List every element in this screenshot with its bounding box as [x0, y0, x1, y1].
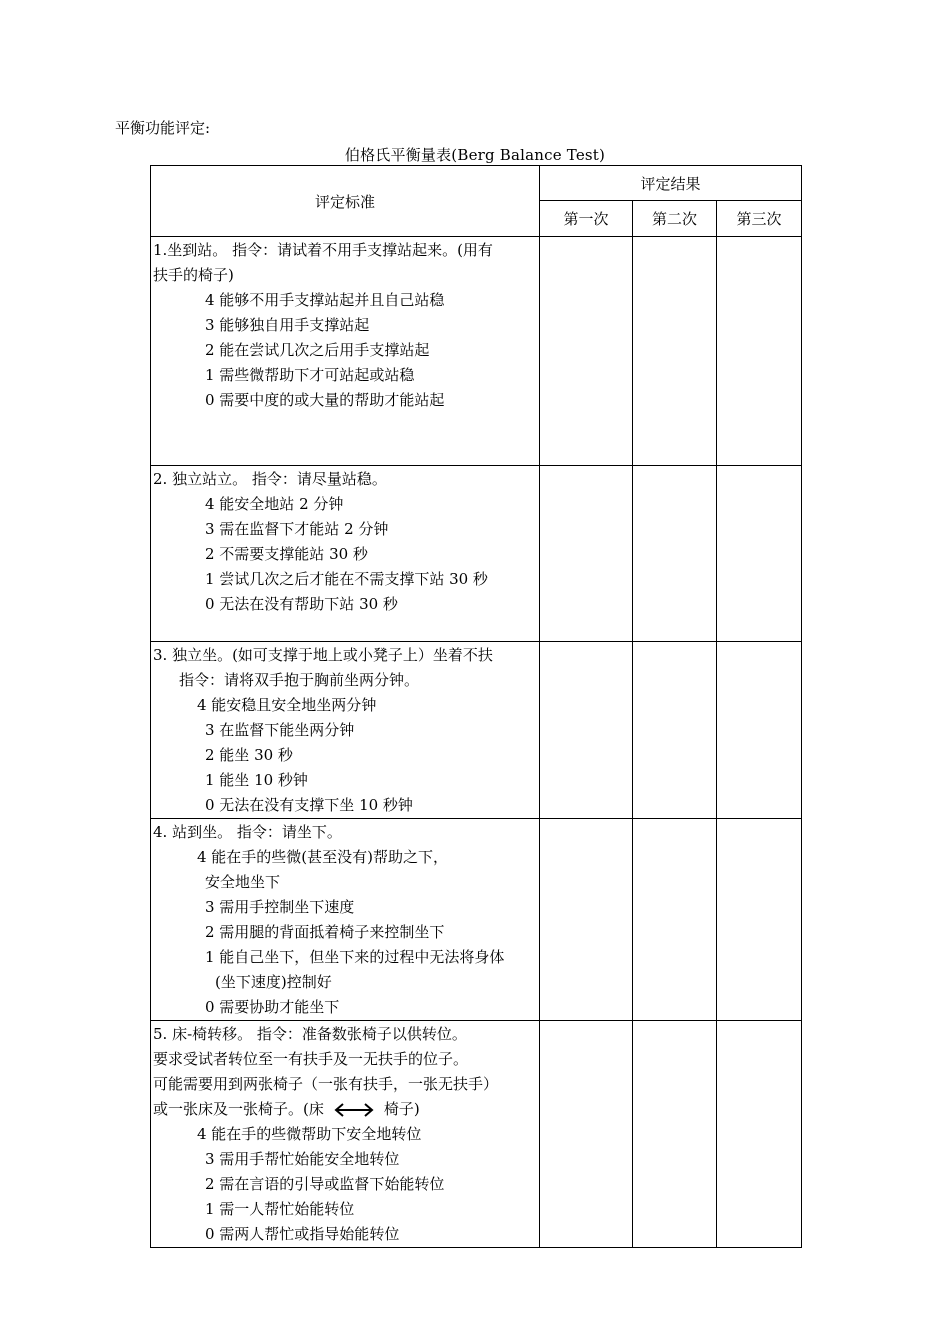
- table-title: 伯格氏平衡量表(Berg Balance Test): [344, 146, 606, 164]
- score-line: 3 需用手控制坐下速度: [205, 898, 355, 916]
- score-line: 1 能自己坐下，但坐下来的过程中无法将身体: [205, 948, 505, 966]
- score-line: 0 需要中度的或大量的帮助才能站起: [205, 391, 445, 409]
- score-line: 0 无法在没有支撑下坐 10 秒钟: [205, 796, 413, 814]
- item-5-trial-3-cell[interactable]: [717, 1021, 802, 1248]
- table-row: [151, 642, 802, 819]
- score-line: 2 不需要支撑能站 30 秒: [205, 545, 368, 563]
- item-3-criteria: [151, 642, 540, 819]
- item-3-trial-2-cell[interactable]: [633, 642, 717, 819]
- item-4-trial-1-cell[interactable]: [540, 819, 633, 1021]
- score-line: 0 无法在没有帮助下站 30 秒: [205, 595, 398, 613]
- score-line: 3 需在监督下才能站 2 分钟: [205, 520, 389, 538]
- item-line: 4. 站到坐。 指令：请坐下。: [153, 823, 342, 841]
- score-line: 4 能够不用手支撑站起并且自己站稳: [205, 291, 445, 309]
- score-line: 2 需在言语的引导或监督下始能转位: [205, 1175, 445, 1193]
- item-5-criteria: [151, 1021, 540, 1248]
- item-line: 指令：请将双手抱于胸前坐两分钟。: [179, 671, 420, 689]
- item-line: 5. 床-椅转移。 指令：准备数张椅子以供转位。: [153, 1025, 467, 1043]
- score-line: 2 需用腿的背面抵着椅子来控制坐下: [205, 923, 445, 941]
- item-3-trial-1-cell[interactable]: [540, 642, 633, 819]
- score-line: 4 能安稳且安全地坐两分钟: [197, 696, 377, 714]
- item-line: 3. 独立坐。(如可支撑于地上或小凳子上）坐着不扶: [153, 646, 493, 664]
- score-line: 0 需两人帮忙或指导始能转位: [205, 1225, 400, 1243]
- score-line: 0 需要协助才能坐下: [205, 998, 340, 1016]
- score-line: (坐下速度)控制好: [215, 973, 332, 991]
- table-row: [151, 466, 802, 642]
- trial-3-header: 第三次: [717, 201, 802, 237]
- item-line: 扶手的椅子): [153, 266, 234, 284]
- score-line: 1 能坐 10 秒钟: [205, 771, 308, 789]
- criteria-header: 评定标准: [151, 166, 540, 237]
- trial-1-header: 第一次: [540, 201, 633, 237]
- score-line: 1 需些微帮助下才可站起或站稳: [205, 366, 415, 384]
- item-line: 可能需要用到两张椅子（一张有扶手，一张无扶手）: [153, 1075, 499, 1093]
- item-2-trial-3-cell[interactable]: [717, 466, 802, 642]
- score-line: 4 能在手的些微帮助下安全地转位: [197, 1125, 422, 1143]
- item-5-trial-2-cell[interactable]: [633, 1021, 717, 1248]
- bed-text: 或一张床及一张椅子。(床: [153, 1100, 324, 1118]
- table-row: [151, 237, 802, 466]
- item-line: [153, 1097, 539, 1122]
- table-row: [151, 819, 802, 1021]
- item-1-trial-2-cell[interactable]: [633, 237, 717, 466]
- item-line: 2. 独立站立。 指令：请尽量站稳。: [153, 470, 387, 488]
- score-line: 4 能安全地站 2 分钟: [205, 495, 344, 513]
- item-2-trial-2-cell[interactable]: [633, 466, 717, 642]
- table-row: [151, 1021, 802, 1248]
- trial-2-header: 第二次: [633, 201, 717, 237]
- double-arrow-icon: [334, 1103, 374, 1117]
- item-1-criteria: [151, 237, 540, 466]
- item-2-trial-1-cell[interactable]: [540, 466, 633, 642]
- score-line: 4 能在手的些微(甚至没有)帮助之下，: [197, 848, 449, 866]
- score-line: 2 能在尝试几次之后用手支撑站起: [205, 341, 430, 359]
- item-5-trial-1-cell[interactable]: [540, 1021, 633, 1248]
- score-line: 1 尝试几次之后才能在不需支撑下站 30 秒: [205, 570, 488, 588]
- item-2-criteria: [151, 466, 540, 642]
- item-4-trial-2-cell[interactable]: [633, 819, 717, 1021]
- item-line: 要求受试者转位至一有扶手及一无扶手的位子。: [153, 1050, 469, 1068]
- score-line: 安全地坐下: [205, 873, 281, 891]
- item-3-trial-3-cell[interactable]: [717, 642, 802, 819]
- item-1-trial-1-cell[interactable]: [540, 237, 633, 466]
- berg-balance-table: [150, 165, 802, 1248]
- item-4-trial-3-cell[interactable]: [717, 819, 802, 1021]
- score-line: 1 需一人帮忙始能转位: [205, 1200, 355, 1218]
- score-line: 3 在监督下能坐两分钟: [205, 721, 355, 739]
- results-header: 评定结果: [540, 166, 802, 201]
- item-4-criteria: [151, 819, 540, 1021]
- score-line: 3 能够独自用手支撑站起: [205, 316, 370, 334]
- chair-text: 椅子): [383, 1100, 420, 1118]
- item-1-trial-3-cell[interactable]: [717, 237, 802, 466]
- item-line: 1.坐到站。 指令：请试着不用手支撑站起来。(用有: [153, 241, 493, 259]
- page-heading: 平衡功能评定:: [115, 119, 211, 137]
- score-line: 2 能坐 30 秒: [205, 746, 293, 764]
- score-line: 3 需用手帮忙始能安全地转位: [205, 1150, 400, 1168]
